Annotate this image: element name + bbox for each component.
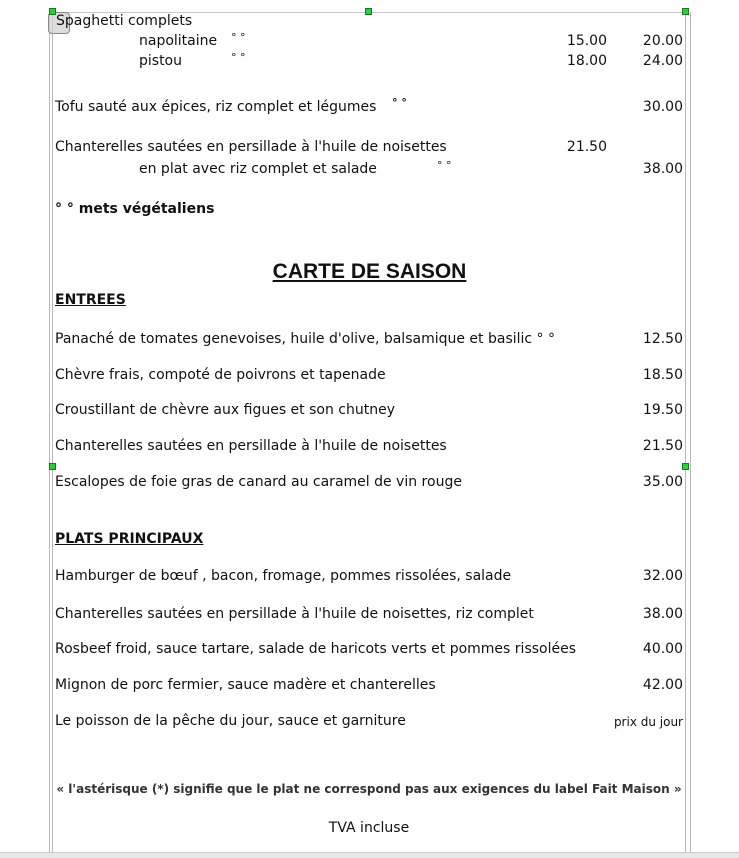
- menu-item-price: 40.00: [642, 641, 683, 657]
- menu-item-price: 18.50: [642, 367, 683, 383]
- chanterelles-plat-label: en plat avec riz complet et salade: [139, 161, 377, 177]
- vegan-mark: ° °: [437, 159, 452, 172]
- menu-item-label: Mignon de porc fermier, sauce madère et chanterelles: [55, 677, 436, 693]
- menu-item-label: Rosbeef froid, sauce tartare, salade de haricots verts et pommes rissolées: [55, 641, 577, 657]
- text-frame-left-inner-border: [52, 12, 53, 857]
- vegan-note: ° ° mets végétaliens: [55, 201, 215, 217]
- menu-item-price: 21.50: [642, 438, 683, 454]
- menu-item-label: Escalopes de foie gras de canard au caramel de vin rouge: [55, 474, 462, 490]
- resize-handle-top-left[interactable]: [49, 8, 56, 15]
- menu-item-label: Le poisson de la pêche du jour, sauce et garniture: [55, 713, 406, 729]
- text-frame-right-outer-border: [690, 12, 691, 857]
- tva-note: TVA incluse: [328, 820, 410, 836]
- tofu-price: 30.00: [642, 99, 683, 115]
- price-large: 24.00: [642, 53, 683, 69]
- price-small: 18.00: [566, 53, 607, 69]
- resize-handle-middle-right[interactable]: [682, 463, 689, 470]
- chanterelles-label: Chanterelles sautées en persillade à l'huile de noisettes: [55, 139, 447, 155]
- menu-item-label: Croustillant de chèvre aux figues et son chutney: [55, 402, 395, 418]
- price-large: 20.00: [642, 33, 683, 49]
- menu-item-price: 35.00: [642, 474, 683, 490]
- menu-item-label: Chanterelles sautées en persillade à l'huile de noisettes: [55, 438, 447, 454]
- menu-item-price: 12.50: [642, 331, 683, 347]
- entrees-heading: ENTREES: [55, 292, 126, 308]
- chanterelles-plat-price: 38.00: [642, 161, 683, 177]
- text-frame-left-border: [49, 12, 50, 857]
- resize-handle-top-center[interactable]: [365, 8, 372, 15]
- price-small: 15.00: [566, 33, 607, 49]
- menu-item-price: prix du jour: [613, 715, 683, 729]
- menu-item-label: Chanterelles sautées en persillade à l'huile de noisettes, riz complet: [55, 606, 534, 622]
- vegan-mark: ° °: [231, 51, 246, 64]
- resize-handle-top-right[interactable]: [682, 8, 689, 15]
- chanterelles-price: 21.50: [566, 139, 607, 155]
- vegan-mark: ° °: [231, 31, 246, 44]
- spaghetti-item-name: pistou: [139, 53, 182, 69]
- asterisk-note: « l'astérisque (*) signifie que le plat ne correspond pas aux exigences du label Fait Maison »: [56, 782, 682, 796]
- menu-item-price: 32.00: [642, 568, 683, 584]
- spaghetti-item-name: napolitaine: [139, 33, 218, 49]
- menu-item-label: Panaché de tomates genevoises, huile d'olive, balsamique et basilic ° °: [55, 331, 556, 347]
- menu-item-price: 42.00: [642, 677, 683, 693]
- menu-item-label: Chèvre frais, compoté de poivrons et tapenade: [55, 367, 386, 383]
- resize-handle-middle-left[interactable]: [49, 463, 56, 470]
- menu-item-price: 19.50: [642, 402, 683, 418]
- tofu-label: Tofu sauté aux épices, riz complet et légumes: [55, 99, 377, 115]
- page-bottom-edge: [0, 852, 739, 858]
- menu-item-label: Hamburger de bœuf , bacon, fromage, pommes rissolées, salade: [55, 568, 512, 584]
- carte-title: CARTE DE SAISON: [272, 260, 467, 283]
- text-frame-right-border: [685, 12, 686, 857]
- plats-heading: PLATS PRINCIPAUX: [55, 531, 204, 547]
- spaghetti-title: Spaghetti complets: [56, 13, 193, 29]
- vegan-mark: ° °: [392, 96, 407, 109]
- menu-item-price: 38.00: [642, 606, 683, 622]
